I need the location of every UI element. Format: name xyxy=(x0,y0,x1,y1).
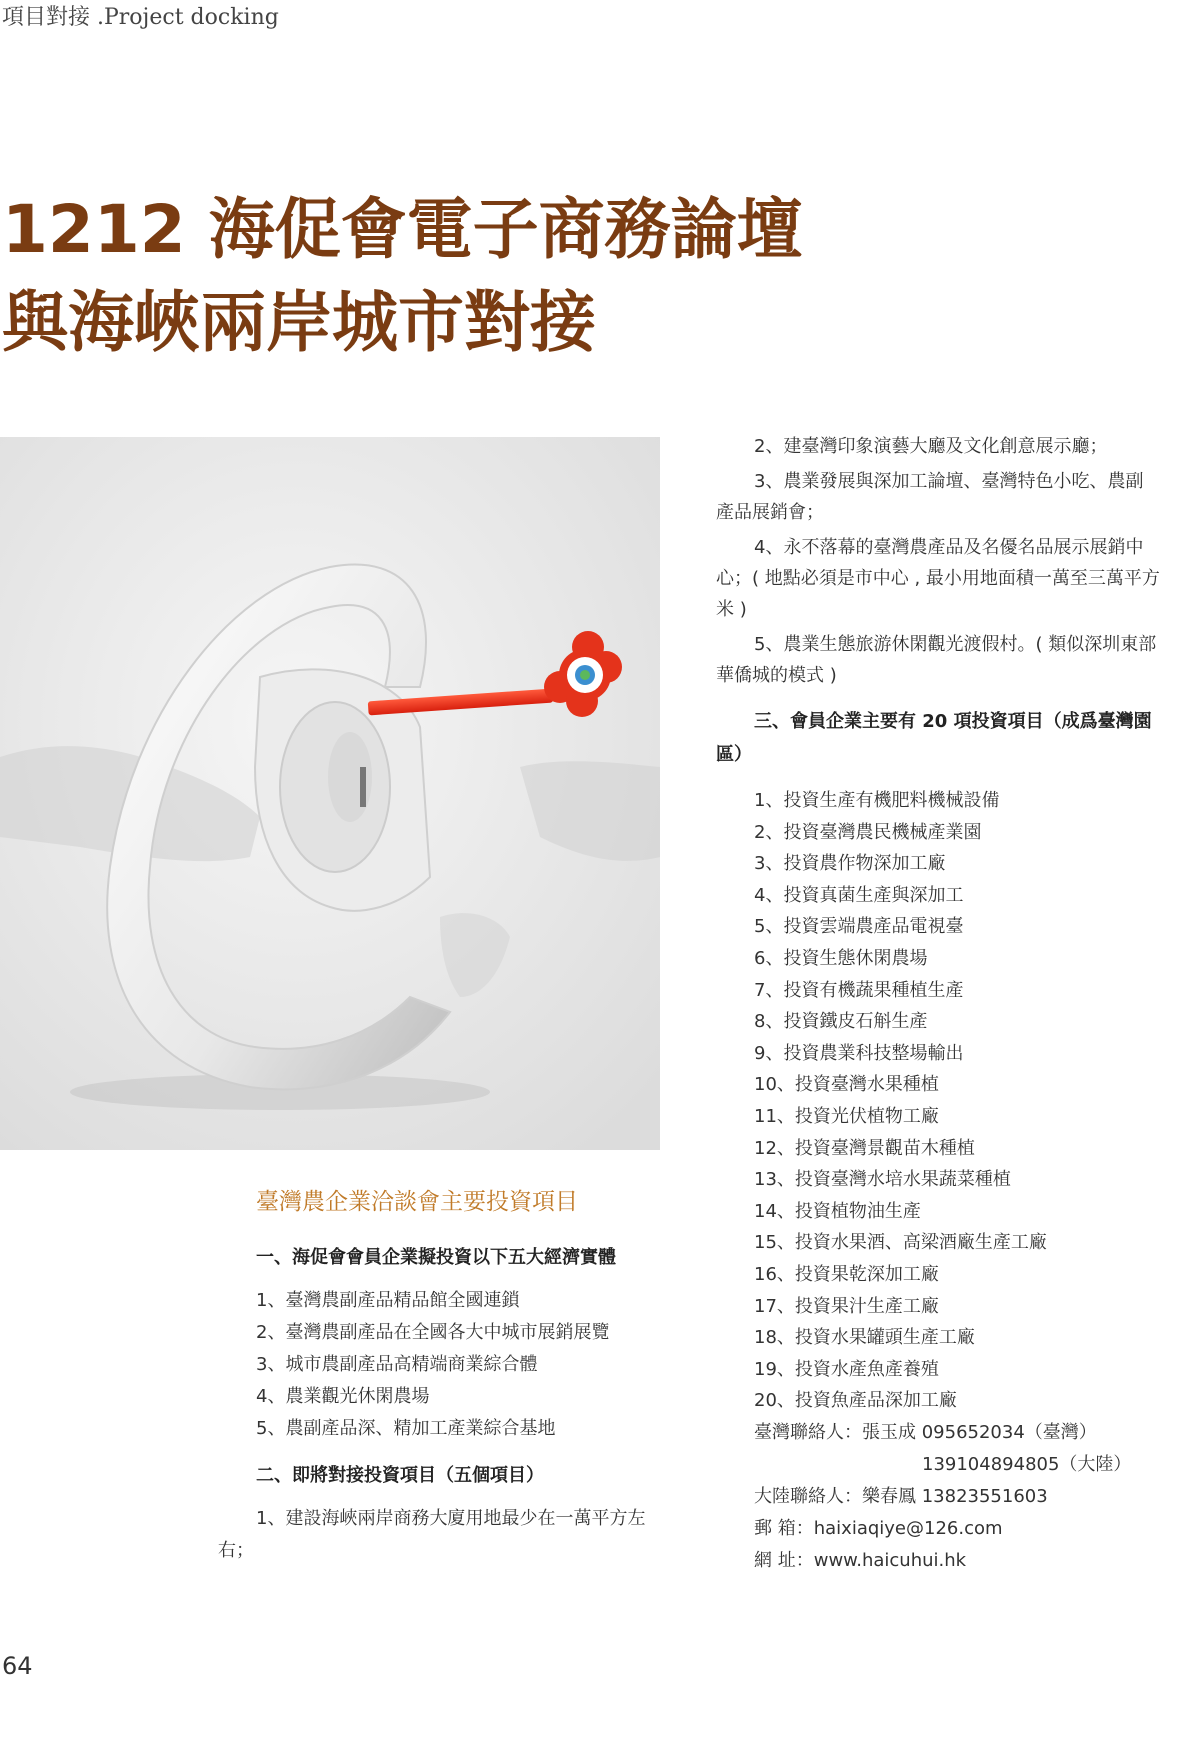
list-item: 3、城市農副產品高精端商業綜合體 xyxy=(256,1354,538,1375)
running-header: 項目對接 .Project docking xyxy=(2,5,279,30)
list-item: 13、投資臺灣水培水果蔬菜種植 xyxy=(754,1169,1011,1191)
email: 郵 箱：haixiaqiye@126.com xyxy=(754,1517,1003,1539)
contact-block xyxy=(716,1417,1161,1577)
title-line-1: 1212 海促會電子商務論壇 xyxy=(2,191,803,268)
heading-part-two: 二、即將對接投資項目（五個項目） xyxy=(256,1465,544,1486)
keyhole xyxy=(360,767,366,807)
list-item: 1、投資生產有機肥料機械設備 xyxy=(754,790,1000,811)
paragraph: 3、農業發展與深加工論壇、臺灣特色小吃、農副產品展銷會； xyxy=(716,471,1144,523)
list-item: 4、投資真菌生產與深加工 xyxy=(754,884,964,906)
heading-part-three: 三、會員企業主要有 20 項投資項目（成爲臺灣園區） xyxy=(716,711,1152,765)
list-item: 6、投資生態休閑農場 xyxy=(754,947,928,969)
paragraph: 2、建臺灣印象演藝大廳及文化創意展示廳； xyxy=(754,436,1108,457)
taiwan-contact: 臺灣聯絡人：張玉成 095652034（臺灣） xyxy=(754,1421,1097,1443)
taiwan-contact-mainland-phone: 13910489​4805（大陸） xyxy=(922,1453,1132,1475)
list-item: 16、投資果乾深加工廠 xyxy=(754,1263,939,1285)
investment-projects-list xyxy=(716,785,1161,1417)
list-item: 9、投資農業科技整場輸出 xyxy=(754,1042,964,1064)
at-symbol-key-illustration xyxy=(0,437,660,1150)
list-item: 8、投資鐵皮石斛生產 xyxy=(754,1011,928,1033)
list-item: 5、投資雲端農產品電視臺 xyxy=(754,916,964,938)
list-item: 2、臺灣農副產品在全國各大中城市展銷展覽 xyxy=(256,1322,610,1343)
list-item: 20、投資魚產品深加工廠 xyxy=(754,1390,957,1412)
page-number: 64 xyxy=(2,1652,33,1680)
list-item: 17、投資果汁生產工廠 xyxy=(754,1295,939,1317)
list-item: 4、農業觀光休閑農場 xyxy=(256,1386,430,1407)
list-item: 12、投資臺灣景觀苗木種植 xyxy=(754,1137,975,1159)
list-item: 3、投資農作物深加工廠 xyxy=(754,853,946,875)
list-item: 1、臺灣農副產品精品館全國連鎖 xyxy=(256,1290,520,1311)
list-item: 7、投資有機蔬果種植生產 xyxy=(754,979,964,1001)
list-item: 15、投資水果酒、高梁酒廠生產工廠 xyxy=(754,1232,1047,1254)
title-line-2: 與海峽兩岸城市對接 xyxy=(2,284,596,361)
list-item: 2、投資臺灣農民機械產業園 xyxy=(754,821,982,843)
list-item: 11、投資光伏植物工廠 xyxy=(754,1105,939,1127)
list-item: 19、投資水產魚產養殖 xyxy=(754,1358,939,1380)
left-column xyxy=(218,1183,658,1567)
hero-image xyxy=(0,437,660,1150)
list-item: 14、投資植物油生產 xyxy=(754,1200,921,1222)
paragraph: 4、永不落幕的臺灣農產品及名優名品展示展銷中心；( 地點必須是市中心 , 最小用地面積一萬至三萬平方米 ) xyxy=(716,537,1160,620)
economic-entities-list xyxy=(218,1285,658,1445)
page-title xyxy=(2,183,803,369)
mainland-contact: 大陸聯絡人：樂春鳳 13823551603 xyxy=(754,1485,1048,1507)
list-item: 10、投資臺灣水果種植 xyxy=(754,1074,939,1096)
heading-part-one: 一、海促會會員企業擬投資以下五大經濟實體 xyxy=(256,1247,616,1268)
website: 網 址：www.haicuhui.hk xyxy=(754,1549,967,1571)
list-item: 18、投資水果罐頭生產工廠 xyxy=(754,1327,975,1349)
paragraph: 1、建設海峽兩岸商務大廈用地最少在一萬平方左右； xyxy=(218,1508,646,1561)
paragraph: 5、農業生態旅游休閑觀光渡假村。( 類似深圳東部華僑城的模式 ) xyxy=(716,634,1157,686)
section-title: 臺灣農企業洽談會主要投資項目 xyxy=(256,1189,578,1215)
right-column xyxy=(716,431,1161,1577)
list-item: 5、農副產品深、精加工產業綜合基地 xyxy=(256,1418,556,1439)
